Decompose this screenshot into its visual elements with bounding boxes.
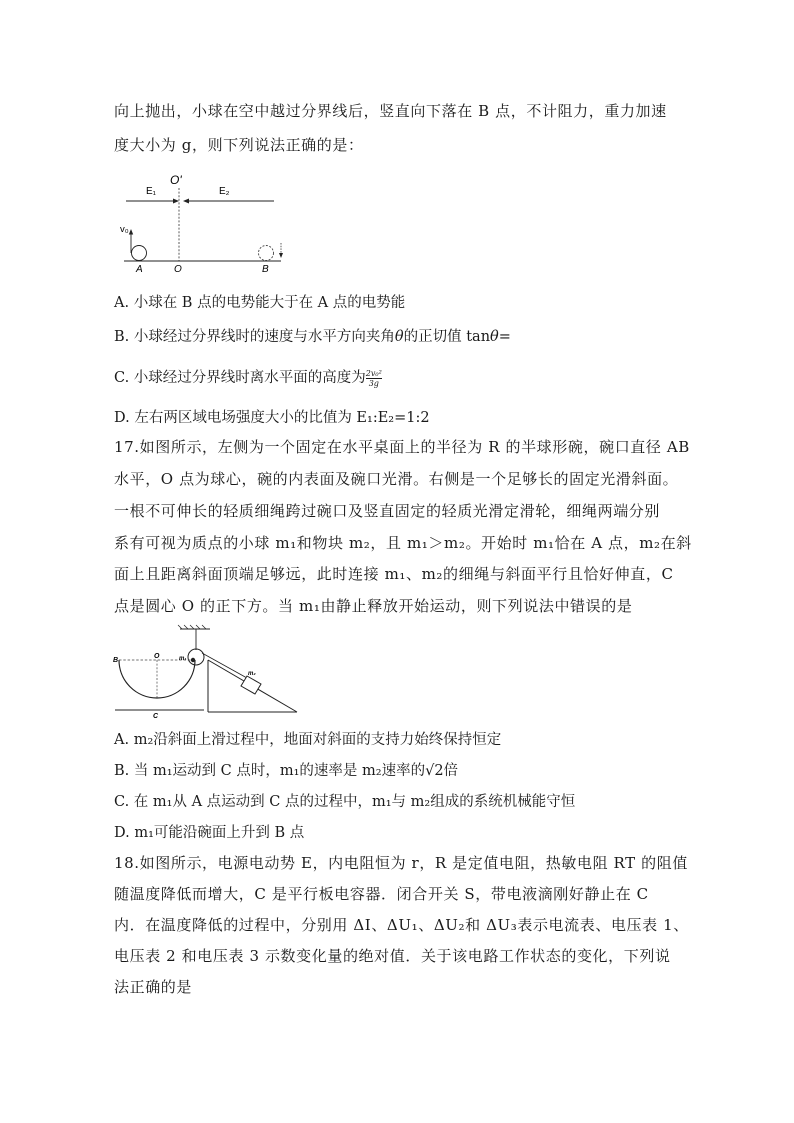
e2-label: E₂: [219, 186, 230, 197]
q18-line-2: 随温度降低而增大，C 是平行板电容器．闭合开关 S，带电液滴刚好静止在 C: [114, 885, 649, 903]
q17-line-1: 17.如图所示，左侧为一个固定在水平桌面上的半径为 R 的半球形碗，碗口直径 AB: [114, 438, 690, 456]
label-m1: m₁: [179, 656, 187, 662]
height-fraction: $\frac{\text{2v₀²}}{3g}$: [365, 368, 382, 388]
q17-line-4: 系有可视为质点的小球 m₁和物块 m₂，且 m₁＞m₂。开始时 m₁恰在 A 点，m₂在斜: [114, 534, 692, 552]
label-m2: m₂: [248, 671, 256, 677]
q17-line-3: 一根不可伸长的轻质细绳跨过碗口及竖直固定的轻质光滑定滑轮，细绳两端分别: [114, 502, 661, 520]
q17-option-c: C. 在 m₁从 A 点运动到 C 点的过程中，m₁与 m₂组成的系统机械能守恒: [114, 794, 576, 810]
intro-line-1: 向上抛出，小球在空中越过分界线后，竖直向下落在 B 点，不计阻力，重力加速: [114, 102, 667, 120]
label-o: O: [174, 264, 182, 275]
rope: [202, 653, 247, 678]
q17-line-2: 水平，O 点为球心，碗的内表面及碗口光滑。右侧是一个足够长的固定光滑斜面。: [114, 470, 679, 488]
q17-line-6: 点是圆心 O 的正下方。当 m₁由静止释放开始运动，则下列说法中错误的是: [114, 597, 633, 615]
label-b2: B: [113, 657, 119, 664]
bowl-incline-figure: [112, 622, 312, 722]
q16-option-a: A. 小球在 B 点的电势能大于在 A 点的电势能: [114, 295, 406, 311]
q17-option-a: A. m₂沿斜面上滑过程中，地面对斜面的支持力始终保持恒定: [114, 732, 502, 748]
electric-field-figure: [116, 168, 296, 276]
m2-block: [241, 676, 261, 694]
q18-line-3: 内．在温度降低的过程中，分别用 ΔI、ΔU₁、ΔU₂和 ΔU₃表示电流表、电压表 1、: [114, 916, 689, 934]
ball-b: [259, 246, 274, 261]
q17-option-d: D. m₁可能沿碗面上升到 B 点: [114, 825, 305, 841]
v0-label: v₀: [120, 224, 129, 235]
label-o2: O: [154, 653, 160, 660]
pulley-icon: [188, 649, 204, 665]
o-prime-label: O': [170, 173, 182, 187]
label-a: A: [136, 264, 143, 275]
q17-option-b: B. 当 m₁运动到 C 点时，m₁的速率是 m₂速率的√2倍: [114, 763, 459, 779]
q18-line-1: 18.如图所示，电源电动势 E，内电阻恒为 r，R 是定值电阻，热敏电阻 RT 的阻值: [114, 854, 688, 872]
ball-a: [132, 246, 147, 261]
q16-option-d: D. 左右两区域电场强度大小的比值为 E₁:E₂=1:2: [114, 410, 430, 426]
e1-label: E₁: [146, 186, 157, 197]
q16-option-c: C. 小球经过分界线时离水平面的高度为 $\frac{\text{2v₀²}}{3g}$: [114, 368, 382, 388]
q18-line-5: 法正确的是: [114, 978, 193, 996]
q18-line-4: 电压表 2 和电压表 3 示数变化量的绝对值．关于该电路工作状态的变化，下列说: [114, 947, 671, 965]
m1-ball: [191, 658, 195, 662]
q16-option-b: B. 小球经过分界线时的速度与水平方向夹角θ的正切值 tanθ=: [114, 329, 511, 345]
label-b: B: [262, 264, 269, 275]
q17-line-5: 面上且距离斜面顶端足够远，此时连接 m₁、m₂的细绳与斜面平行且恰好伸直，C: [114, 565, 674, 583]
intro-line-2: 度大小为 g，则下列说法正确的是：: [114, 136, 364, 154]
label-c: C: [153, 713, 159, 720]
